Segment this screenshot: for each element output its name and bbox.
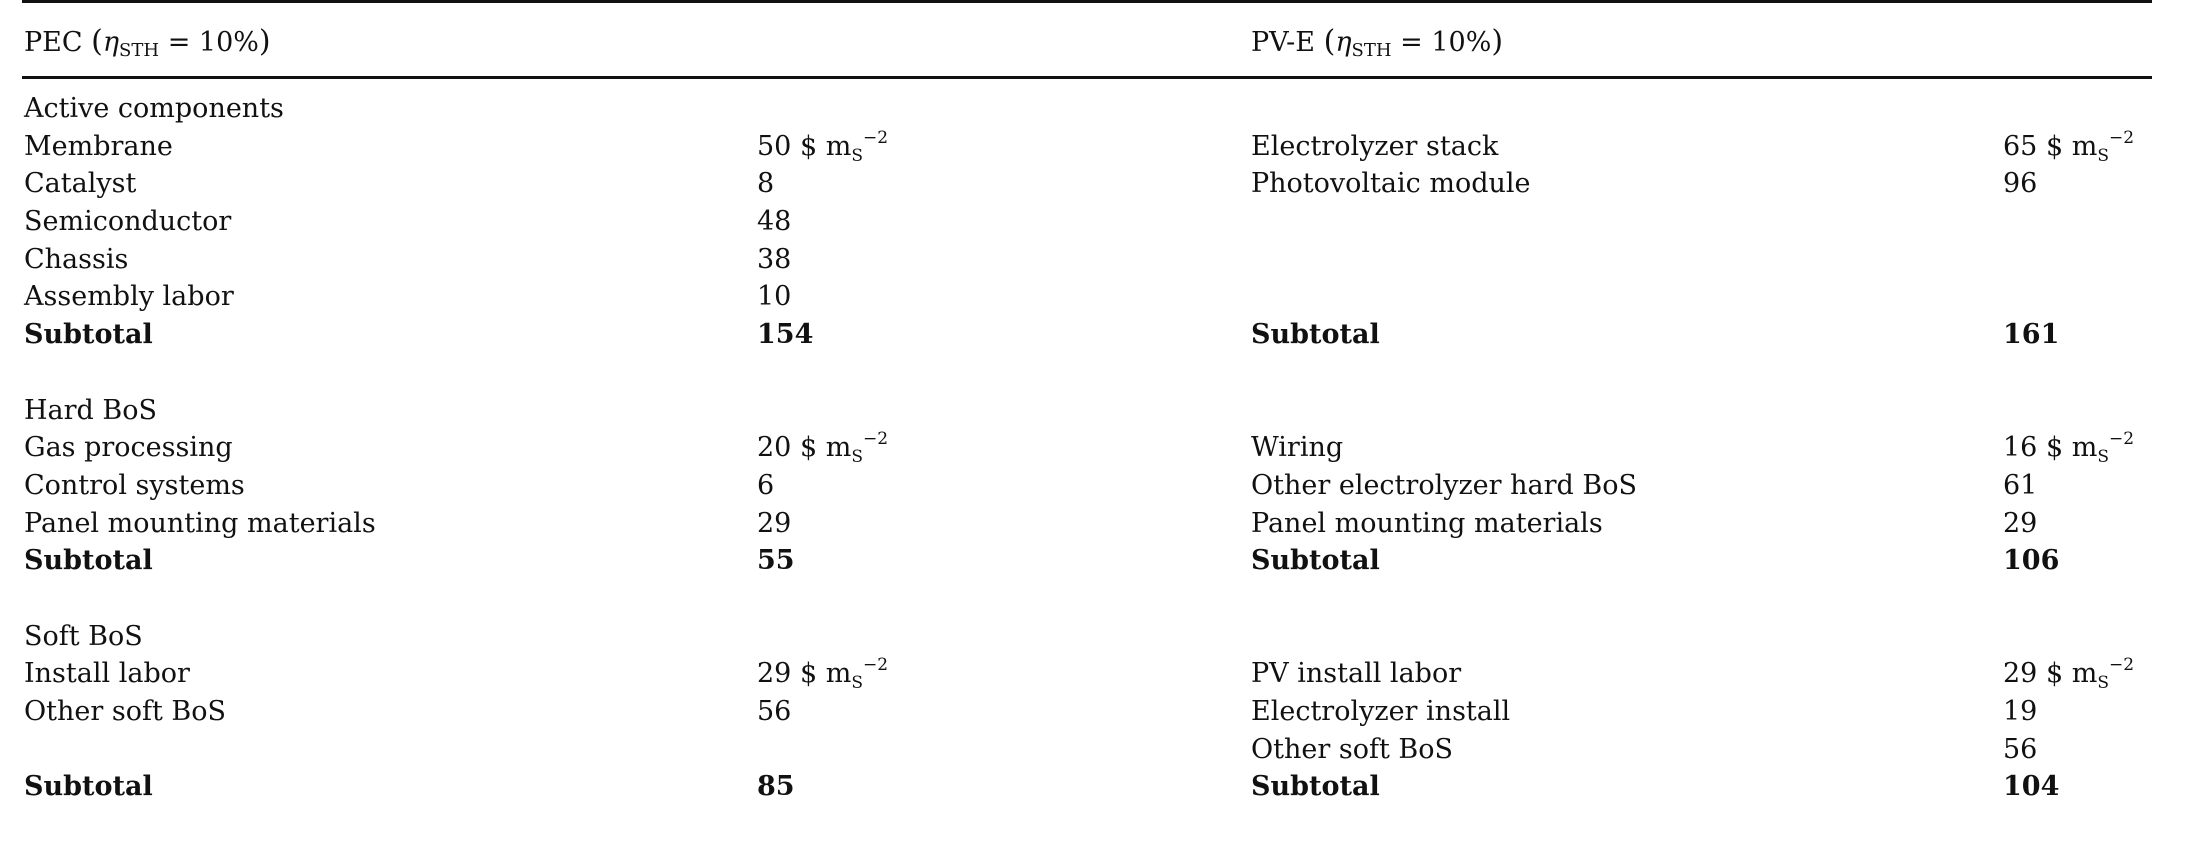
pve-value-text: 29 (2003, 658, 2038, 690)
header-bottom-rule (22, 76, 2152, 79)
pec-value-text: 20 (757, 432, 792, 464)
unit-label (2037, 429, 2135, 468)
pve-value (2003, 542, 2059, 580)
pve-label (1251, 542, 1380, 580)
pve-value-text: 65 (2003, 130, 2038, 162)
pve-value (2003, 768, 2059, 806)
pec-value-text: 50 (757, 130, 792, 162)
table-row (0, 618, 2203, 656)
unit-currency: $ (2045, 658, 2064, 690)
pec-label-text: Subtotal (24, 545, 153, 577)
table-row (0, 655, 2203, 693)
pve-value (2003, 655, 2134, 693)
unit-base: m (825, 658, 852, 690)
pec-value-text: 154 (757, 319, 814, 351)
pec-value (757, 693, 791, 731)
pec-value (757, 203, 791, 241)
unit-base: m (825, 432, 852, 464)
pec-value-text: 10 (757, 281, 792, 313)
pve-label (1251, 655, 1461, 693)
table-row (0, 128, 2203, 166)
pve-label (1251, 693, 1510, 731)
unit-label (791, 655, 889, 694)
table-row (0, 354, 2203, 392)
pec-label-text: Catalyst (24, 168, 137, 200)
pec-value (757, 128, 888, 166)
pve-label (1251, 128, 1498, 166)
pec-value (757, 316, 813, 354)
unit-exponent: −2 (863, 127, 889, 148)
pec-label-text: Active components (24, 93, 284, 124)
header-value: = 10% (167, 27, 259, 58)
pec-value-text: 48 (757, 206, 792, 238)
unit-base: m (2071, 130, 2098, 162)
unit-currency: $ (799, 130, 818, 162)
pec-value (757, 165, 774, 203)
unit-exponent: −2 (2109, 429, 2135, 450)
pve-label-text: Wiring (1251, 432, 1344, 464)
pve-label (1251, 467, 1637, 505)
table-row (0, 90, 2203, 128)
pve-label (1251, 165, 1531, 203)
pec-label-text: Install labor (24, 658, 190, 690)
column-header-pv-e (1251, 22, 1503, 63)
pec-label-text: Assembly labor (24, 281, 234, 313)
pve-value-text: 104 (2003, 771, 2060, 803)
pec-label (24, 165, 136, 203)
pve-value-text: 19 (2003, 696, 2038, 727)
pve-value-text: 16 (2003, 432, 2038, 464)
unit-exponent: −2 (2109, 655, 2135, 676)
table-row (0, 768, 2203, 806)
pec-label-text: Panel mounting materials (24, 507, 376, 539)
pve-label-text: Photovoltaic module (1251, 168, 1531, 200)
pec-label (24, 316, 153, 354)
table-row (0, 241, 2203, 279)
unit-base: m (2071, 658, 2098, 690)
unit-subscript: S (851, 447, 863, 468)
pve-label (1251, 316, 1380, 354)
pve-label (1251, 768, 1380, 806)
pec-label (24, 278, 234, 316)
unit-label (791, 429, 889, 468)
unit-label (791, 127, 889, 166)
table-row (0, 467, 2203, 505)
header-name: PV-E (1251, 27, 1316, 58)
table-row (0, 278, 2203, 316)
pec-value (757, 467, 774, 505)
pve-value (2003, 467, 2037, 505)
pve-value-text: 29 (2003, 507, 2038, 539)
table-row (0, 203, 2203, 241)
unit-subscript: S (851, 145, 863, 166)
pec-label (24, 429, 233, 467)
pec-label-text: Other soft BoS (24, 696, 226, 727)
pve-value (2003, 505, 2037, 543)
pec-value-text: 6 (757, 469, 775, 501)
unit-label (2037, 127, 2135, 166)
unit-currency: $ (2045, 130, 2064, 162)
pec-value-text: 29 (757, 658, 792, 690)
pec-value (757, 542, 795, 580)
table-row (0, 316, 2203, 354)
pec-value (757, 241, 791, 279)
pve-value-text: 61 (2003, 469, 2038, 501)
table-row (0, 505, 2203, 543)
header-name: PEC (24, 27, 83, 58)
eta-symbol: η (102, 27, 120, 58)
pve-value (2003, 165, 2037, 203)
pve-value-text: 161 (2003, 319, 2060, 351)
eta-subscript: STH (1351, 40, 1392, 61)
pec-label-text: Hard BoS (24, 394, 158, 426)
pec-value-text: 29 (757, 507, 792, 539)
header-value: = 10% (1400, 27, 1492, 58)
pec-value (757, 278, 791, 316)
pec-value (757, 505, 791, 543)
pve-label (1251, 731, 1453, 769)
pve-value (2003, 693, 2037, 731)
pec-value (757, 655, 888, 693)
unit-exponent: −2 (863, 429, 889, 450)
unit-currency: $ (799, 432, 818, 464)
pve-label-text: PV install labor (1251, 658, 1462, 690)
table-row (0, 542, 2203, 580)
close-paren: ) (258, 24, 271, 59)
pec-label-text: Subtotal (24, 319, 153, 351)
pec-label (24, 128, 173, 166)
pve-value-text: 106 (2003, 545, 2060, 577)
eta-subscript: STH (119, 40, 160, 61)
pec-label (24, 542, 153, 580)
pec-label (24, 241, 128, 279)
table-row (0, 165, 2203, 203)
unit-subscript: S (851, 673, 863, 694)
pec-value-text: 55 (757, 545, 795, 577)
pve-value (2003, 429, 2134, 467)
cost-table-body (0, 90, 2203, 806)
pve-label-text: Subtotal (1251, 319, 1380, 351)
pve-label-text: Subtotal (1251, 771, 1380, 803)
unit-base: m (825, 130, 852, 162)
pec-value-text: 8 (757, 168, 775, 200)
open-paren: ( (1323, 24, 1336, 59)
table-row (0, 693, 2203, 731)
unit-subscript: S (2097, 145, 2109, 166)
unit-currency: $ (2045, 432, 2064, 464)
unit-base: m (2071, 432, 2098, 464)
unit-subscript: S (2097, 673, 2109, 694)
pec-label-text: Soft BoS (24, 620, 143, 652)
pve-label-text: Electrolyzer install (1251, 696, 1511, 727)
unit-currency: $ (799, 658, 818, 690)
column-header-pec (24, 22, 271, 63)
pve-label-text: Electrolyzer stack (1251, 130, 1499, 162)
open-paren: ( (91, 24, 103, 59)
unit-subscript: S (2097, 447, 2109, 468)
pec-label (24, 618, 143, 656)
pve-value-text: 56 (2003, 733, 2038, 765)
pec-label-text: Gas processing (24, 432, 233, 464)
pve-value-text: 96 (2003, 168, 2038, 200)
pve-label-text: Subtotal (1251, 545, 1380, 577)
unit-exponent: −2 (2109, 127, 2135, 148)
close-paren: ) (1491, 24, 1504, 59)
pec-label (24, 768, 153, 806)
pve-value (2003, 316, 2059, 354)
pec-label-text: Control systems (24, 469, 245, 501)
pec-label-text: Subtotal (24, 771, 153, 803)
table-top-rule (22, 0, 2152, 3)
pec-label (24, 693, 226, 731)
pec-label (24, 392, 157, 430)
pve-label-text: Other soft BoS (1251, 733, 1453, 765)
pec-label (24, 655, 190, 693)
pve-label-text: Panel mounting materials (1251, 507, 1603, 539)
pec-value (757, 429, 888, 467)
pec-value (757, 768, 795, 806)
pec-label (24, 203, 231, 241)
eta-symbol: η (1335, 27, 1352, 58)
pve-label (1251, 429, 1343, 467)
pec-label-text: Chassis (24, 243, 129, 275)
pec-label (24, 505, 376, 543)
pec-value-text: 38 (757, 243, 792, 275)
pve-value (2003, 128, 2134, 166)
pve-label-text: Other electrolyzer hard BoS (1251, 469, 1638, 501)
table-row (0, 731, 2203, 769)
pec-value-text: 85 (757, 771, 795, 803)
pec-label (24, 467, 245, 505)
pve-value (2003, 731, 2037, 769)
pec-label-text: Semiconductor (24, 206, 232, 238)
table-row (0, 392, 2203, 430)
pve-label (1251, 505, 1603, 543)
pec-value-text: 56 (757, 696, 792, 727)
pec-label (24, 90, 284, 128)
pec-label-text: Membrane (24, 130, 173, 162)
unit-label (2037, 655, 2135, 694)
table-row (0, 429, 2203, 467)
table-row (0, 580, 2203, 618)
unit-exponent: −2 (863, 655, 889, 676)
